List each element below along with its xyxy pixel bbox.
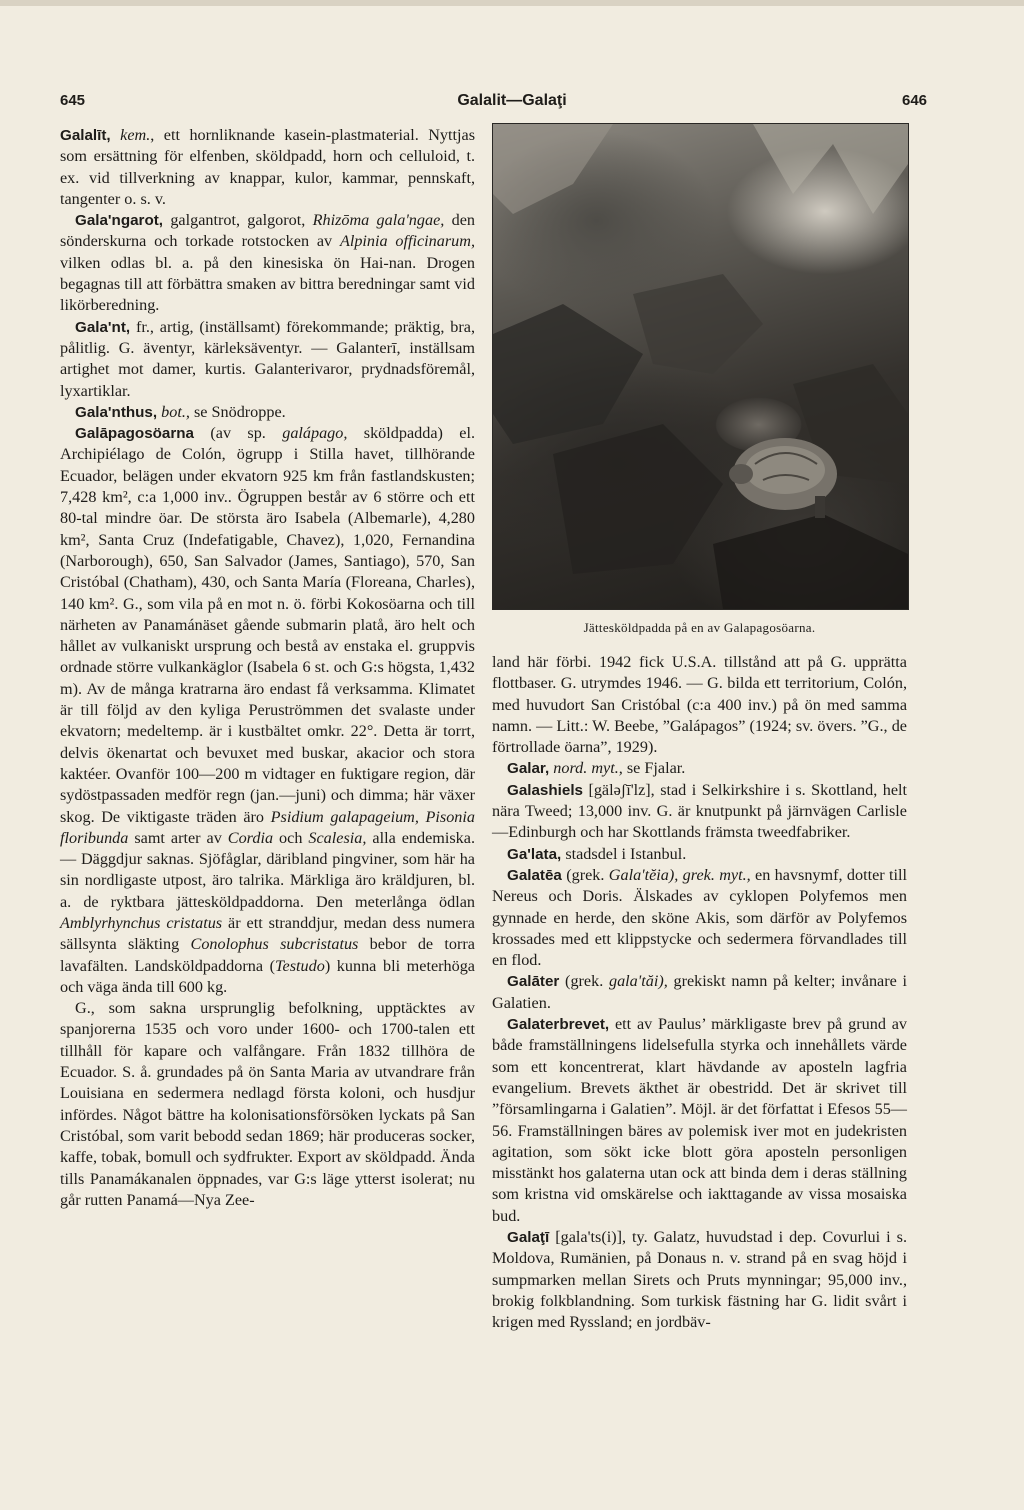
page-top-edge — [0, 0, 1024, 6]
latin-name: Testudo — [275, 956, 325, 975]
latin-name: Amblyrhynchus cristatus — [60, 913, 223, 932]
headword: Galaţī — [507, 1229, 550, 1247]
left-page-number: 645 — [60, 92, 86, 109]
entry-text: (av sp. — [194, 424, 283, 443]
entry-galata — [492, 844, 907, 865]
entry-text: [gäləʃī'lz], stad i Selkirkshire i s. Skottland, helt nära Tweed; 13,000 inv. G. är knutpunkt på järnvägen Carlisle—Edinburgh och har Skottlands främsta tweedfabriker. — [492, 780, 907, 842]
entry-text: alla endemiska. — Däggdjur saknas. Sjöfåglar, däribland pingviner, som här ha sin nordligaste utpost, äro talrika. Märkliga äro kräldjuren, bl. a. de ryktbara jättesköldpaddorna. Den meterlånga ödlan — [60, 828, 476, 911]
entry-text: och — [273, 828, 309, 847]
label: grek. myt., — [678, 865, 751, 884]
headword: Gala'nthus, — [75, 403, 158, 421]
entry-galanthus — [60, 402, 475, 423]
latin-name: Alpinia officinarum, — [339, 232, 476, 251]
greek-name: gala'tăi), — [608, 972, 668, 991]
headword: Galalīt, — [60, 127, 111, 144]
entry-text: , ett hornliknande kasein-plastmaterial. Nyttjas som ersättning för elfenben, sköldpadd, horn och celluloid, t. ex. vid tillverkning av knappar, kulor, kammar, pennskaft, tangenter o. s. v. — [60, 126, 476, 208]
entry-galaterbrevet — [492, 1014, 907, 1227]
label: nord. myt., — [553, 759, 623, 778]
entry-text: galgantrot, galgorot, — [163, 211, 313, 230]
entry-text: se Snödroppe. — [189, 402, 286, 421]
entry-text: den sönderskurna och torkade rotstocken av — [60, 211, 475, 251]
entry-text: vilken odlas bl. a. på den kinesiska ön Hai-nan. Drogen begagnas till att förbättra smaken av bittra beredningar samt vid likörberedning. — [60, 253, 475, 315]
entry-text: (grek. — [561, 865, 609, 884]
greek-name: Gala'tĕia), — [608, 865, 679, 884]
headword: Galashiels — [507, 781, 583, 799]
label: kem. — [120, 126, 151, 144]
label: bot., — [161, 402, 190, 421]
entry-text: grekiskt namn på kelter; invånare i Galatien. — [492, 972, 908, 1012]
photo-texture — [493, 124, 908, 609]
headword: Ga'lata, — [507, 845, 562, 863]
entry-text: en havsnymf, dotter till Nereus och Doris. Älskades av cyklopen Polyfemos men gynnade en herde, den sköne Akis, som därför av Polyfemos krossades med ett klippstycke och sedermera förvandlades till en flod. — [492, 865, 907, 970]
entry-text: fr., artig, (inställsamt) förekommande; präktig, bra, pålitlig. G. äventyr, kärleksäventyr. — Galanterī, inställsam artighet mot damer, kurtis. Galanterivaror, prydnadsföremål, lyxartiklar. — [60, 317, 475, 400]
headword: Galāter — [507, 973, 560, 991]
entry-text: [gala'ts(i)], ty. Galatz, huvudstad i dep. Covurlui i s. Moldova, Rumänien, på Donaus n. v. strand på en svag höjd i sumpmarken mellan Sirets och Pruts mynningar; 95,000 inv., brokig folkblandning. Som turkisk fästning har G. lidit svårt i krigen med Ryssland; en jordbäv- — [492, 1228, 907, 1332]
entry-text: (grek. — [559, 972, 609, 991]
galapagos-continuation: land här förbi. 1942 fick U.S.A. tillstånd att på G. upprätta flottbaser. G. utrymdes 1946. — G. bilda ett territorium, Colón, med huvudort San Cristóbal (c:a 400 inv.) på ön med samma namn. — Litt.: W. Beebe, ”Galápagos” (1924; sv. övers. ”G., de förtrollade öarna”, 1929). — [492, 653, 907, 757]
headword: Galar, — [507, 760, 550, 778]
entry-text: är ett stranddjur, medan dess numera sällsynta släkting — [60, 913, 475, 954]
entry-galashiels — [492, 780, 907, 844]
entry-text: samt arter av — [128, 828, 228, 847]
photo-caption: Jättesköldpadda på en av Galapagosöarna. — [583, 620, 816, 635]
right-column — [492, 652, 907, 1334]
entry-galater — [492, 971, 907, 1014]
entry-galapagos — [60, 423, 475, 998]
entry-text: stadsdel i Istanbul. — [561, 844, 687, 863]
entry-galapagos-history: G., som sakna ursprunglig befolkning, upptäcktes av spanjorerna 1535 och voro under 1600- och 1700-talen ett tillhåll för kapare och valfångare. Från 1832 tillhöra de Ecuador. S. å. grundades på ön Santa Maria av utvandrare från Louisiana en sedermera nedlagd första koloni, och husdjur infördes. Något bättre ha kolonisationsförsöken lyckats på San Cristóbal, som varit bebodd sedan 1869; här produceras socker, kaffe, tobak, bomull och sydfrukter. Export av sköldpadd. Ända tills Panamákanalen öppnades, var G:s läge ytterst isolerat; nu går rutten Panamá—Nya Zee- — [60, 999, 475, 1209]
tortoise-photo — [492, 123, 909, 610]
headword: Gala'nt, — [75, 318, 131, 336]
headword: Gala'ngarot, — [75, 212, 164, 230]
entry-galar — [492, 758, 907, 779]
latin-name: Rhizōma gala'ngae, — [312, 211, 445, 230]
latin-name: galápago, — [282, 424, 348, 443]
headword: Galāpagosöarna — [75, 425, 195, 443]
entry-galati — [492, 1227, 907, 1333]
entry-text: ) kunna bli meterhöga och väga ända till 600 kg. — [60, 956, 475, 996]
headword: Galaterbrevet, — [507, 1016, 610, 1034]
headword: Galatēa — [507, 866, 562, 884]
latin-name: Cordia — [227, 828, 274, 847]
running-title: Galalit—Galaţi — [457, 92, 567, 109]
entry-galatea — [492, 865, 907, 971]
entry-text: bebor de torra lavafälten. Landsköldpaddorna ( — [60, 935, 475, 975]
latin-name: Psidium galapageium, Pisonia floribunda — [60, 807, 475, 847]
left-column — [60, 125, 475, 1211]
entry-galalit — [60, 125, 475, 210]
latin-name: Conolophus subcristatus — [190, 935, 359, 954]
latin-name: Scalesia, — [308, 828, 367, 847]
right-page-number: 646 — [902, 92, 928, 109]
entry-galangarot — [60, 210, 475, 316]
entry-galant — [60, 317, 475, 402]
entry-text: se Fjalar. — [622, 759, 686, 778]
entry-text: sköldpadda) el. Archipiélago de Colón, ögrupp i Stilla havet, tillhörande Ecuador, belägen under ekvatorn 925 km från fastlandskusten; 7,428 km², c:a 1,000 inv.. Ögruppen består av 6 större och ett 80-tal mindre öar. De största äro Isabela (Albemarle), 4,280 km², Santa Cruz (Indefatigable, Chavez), 1,020, Fernandina (Narborough), 650, San Salvador (James, Santiago), 570, San Cristóbal (Chatham), 430, och Santa María (Floreana, Charles), 140 km². G., som vila på en mot n. ö. förbi Kokosöarna och till närheten av Panamánäset gående submarin platå, äro helt och hållet av vulkaniskt ursprung och bestå av enstaka el. gruppvis ordnade större vulkankäglor (Isabela 6 st. och G:s högsta, 1,432 m). Av de många kratrarna äro endast få verksamma. Klimatet är till följd av den kyliga Peruströmmen det svalaste under ekvatorn; medeltemp. är i kustbältet omkr. 22°. Detta är torrt, delvis ökenartat och bevuxet med buskar, akacior och stora kaktéer. Ovanför 100—200 m vidtager en fuktigare region, där sydöstpassaden medför regn (jan.—juni) och dimma; här växer skog. De viktigaste träden äro — [60, 424, 475, 826]
entry-text: ett av Paulus’ märkligaste brev på grund av både framställningens lidelsefulla styrka och innehållets värde som ett koncentrerat, klart hävdande av aposteln lagfria evangelium. Brevets äkthet är obestridd. Det är skrivet till ”församlingarna i Galatien”. Möjl. är det författat i Efesos 55—56. Framställningen bäres av polemisk iver mot en judekristen agitation, som sökt icke blott göra aposteln personligen misstänkt hos galaterna utan ock att binda dem i deras ställning som kristna vid omskärelse och iakttagande av vissa mosaiska bud. — [492, 1015, 907, 1225]
